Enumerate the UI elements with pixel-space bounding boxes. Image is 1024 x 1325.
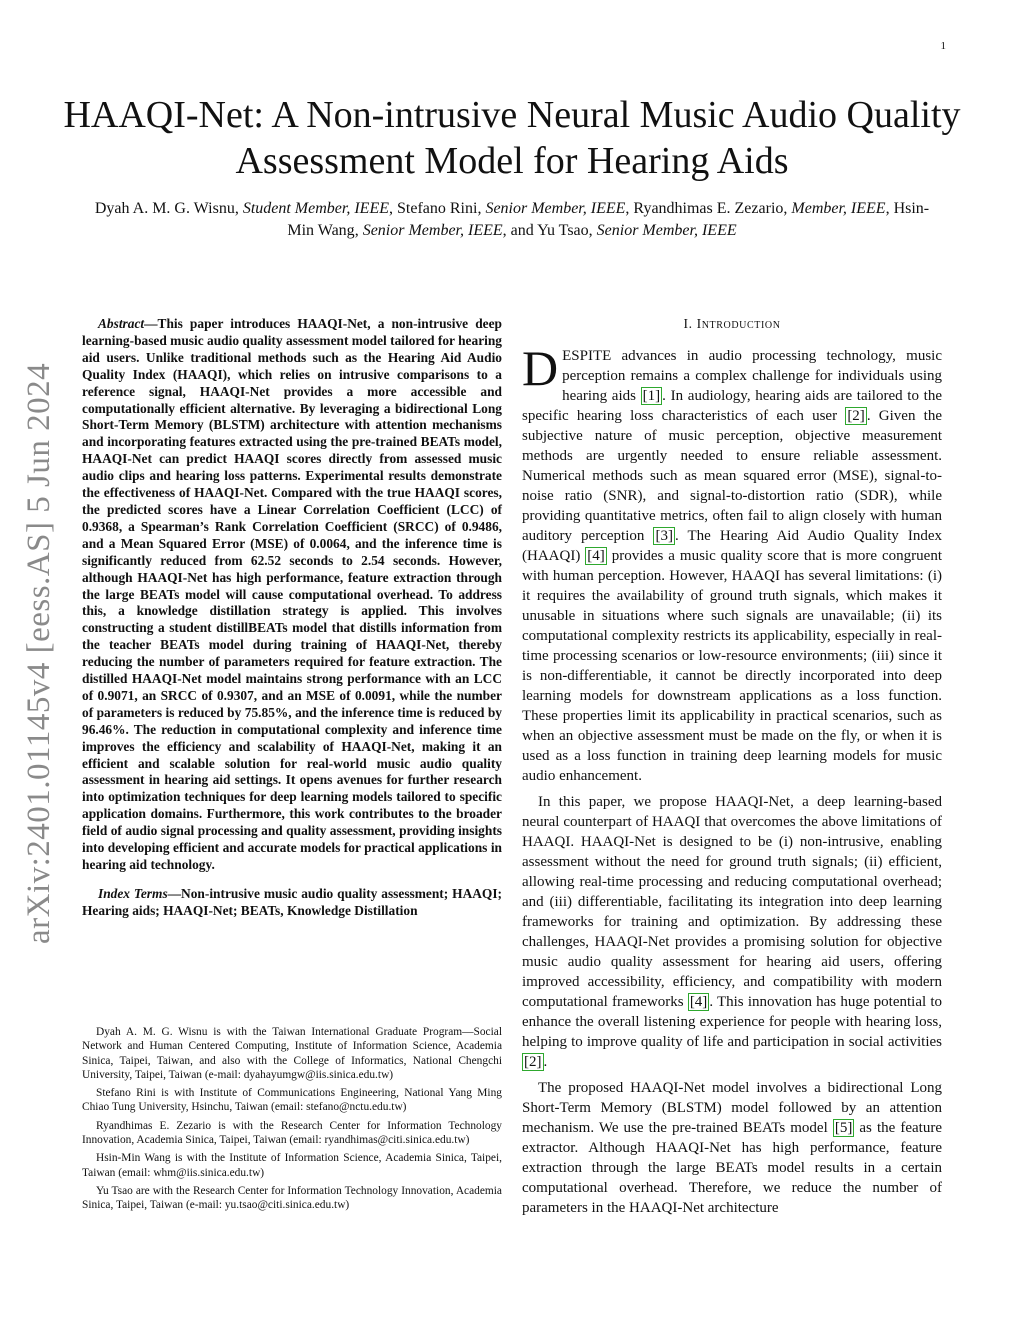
index-terms-text: —Non-intrusive music audio quality assessment; HAAQI; Hearing aids; HAAQI-Net; BEATs, Knowledge Distillation [82, 885, 502, 918]
paragraph-text: ESPITE advances in audio processing technology, music perception remains a complex challenge for individuals using hearing aids [562, 348, 942, 404]
left-column [82, 316, 502, 920]
drop-cap: D [522, 340, 559, 396]
page-number: 1 [940, 40, 946, 52]
footnote: Dyah A. M. G. Wisnu is with the Taiwan International Graduate Program—Social Network and Human Centered Computing, Institute of Information Science, Academia Sinica, Taipei, Taiwan, and also with the College of Informatics, National Chengchi University, Taipei, Taiwan (e-mail: dyahayumgw@iis.sinica.edu.tw) [82, 1026, 502, 1081]
footnote: Ryandhimas E. Zezario is with the Research Center for Information Technology Innovation, Academia Sinica, Taipei, Taiwan (email: ryandhimas@citi.sinica.edu.tw) [82, 1119, 502, 1147]
index-terms-lead: Index Terms [98, 885, 168, 901]
author-name: Yu Tsao [537, 222, 589, 239]
paragraph-text: The proposed HAAQI-Net model involves a bidirectional Long Short-Term Memory (BLSTM) model followed by an attention mechanism. We use the pre-trained BEATs model [522, 1080, 942, 1136]
author-role: Senior Member, IEEE [485, 200, 626, 217]
author-name: Stefano Rini [397, 200, 478, 217]
paragraph-text: . This innovation has huge potential to enhance the overall listening experience for people with hearing loss, helping to improve quality of life and participation in social activities [522, 994, 942, 1050]
author-name: Hsin-Min Wang [287, 200, 930, 239]
intro-paragraph-2 [522, 792, 942, 1072]
paragraph-text: provides a music quality score that is more congruent with human perception. However, HAAQI has several limitations: (i) it requires the availability of ground truth signals, which makes it unusable in situations where such signals are unavailable; (ii) its computational complexity restricts its applicability, especially in real-time processing scenarios or low-resource environments; (iii) since it is non-differentiable, it cannot be directly incorporated into deep learning models for downstream applications as a loss function. These properties limit its applicability in practical scenarios, such as when an objective assessment must be made on the fly, or when it is used as a loss function in training deep learning models for music audio enhancement. [522, 548, 942, 784]
author-role: Student Member, IEEE [242, 200, 389, 217]
right-column [522, 316, 942, 1218]
author-role: Member, IEEE [791, 200, 886, 217]
abstract-text: —This paper introduces HAAQI-Net, a non-intrusive deep learning-based music audio quality assessment model tailored for hearing aid users. Unlike traditional methods such as the Hearing Aid Audio Quality Index (HAAQI), which relies on intrusive comparisons to a reference signal, HAAQI-Net provides a more accessible and computationally efficient alternative. By leveraging a bidirectional Long Short-Term Memory (BLSTM) architecture with attention mechanisms and incorporating features extracted using the pre-trained BEATs model, HAAQI-Net can predict HAAQI scores directly from assessed music audio clips and hearing loss patterns. Experimental results demonstrate the effectiveness of HAAQI-Net. Compared with the true HAAQI scores, the predicted scores have a Linear Correlation Coefficient (LCC) of 0.9368, a Spearman’s Rank Correlation Coefficient (SRCC) of 0.9486, and a Mean Squared Error (MSE) of 0.0064, and the inference time is significantly reduced from 62.52 seconds to 2.54 seconds. However, although HAAQI-Net has high performance, feature extraction through the large BEATs model will cause computational overhead. To address this, a knowledge distillation strategy is applied. This involves constructing a student distillBEATs model that distills information from the teacher BEATs model during training of HAAQI-Net, thereby reducing the number of parameters required for feature extraction. The distilled HAAQI-Net model maintains strong performance with an LCC of 0.9071, an SRCC of 0.9307, and an MSE of 0.0091, while the number of parameters is reduced by 75.85%, and the inference time is reduced by 96.46%. The reduction in computational complexity and inference time improves the efficiency and scalability of HAAQI-Net, making it an efficient and scalable solution for real-world music audio quality assessment in hearing aid settings. It opens avenues for further research into optimization techniques for deep learning models tailored to specific application domains. Furthermore, this work contributes to the broader field of audio signal processing and quality assessment, providing insights into developing efficient and accurate models for practical applications in hearing aid technology. [82, 316, 502, 872]
author-role: Senior Member, IEEE [596, 222, 737, 239]
footnote: Stefano Rini is with Institute of Communications Engineering, National Yang Ming Chiao Tung University, Hsinchu, Taiwan (email: stefano@nctu.edu.tw) [82, 1087, 502, 1114]
index-terms [82, 886, 502, 920]
citation-link[interactable]: [4] [587, 548, 605, 564]
paragraph-text: as the feature extractor. Although HAAQI-Net has high performance, feature extraction through the large BEATs model results in a certain computational overhead. Therefore, we reduce the number of parameters in the HAAQI-Net architecture [522, 1120, 942, 1216]
paragraph-text: . In audiology, hearing aids are tailored to the specific hearing loss characteristics of each user [522, 388, 943, 424]
citation-link[interactable]: [4] [689, 994, 708, 1010]
author-list: Dyah A. M. G. Wisnu, Student Member, IEEE, Stefano Rini, Senior Member, IEEE, Ryandhimas E. Zezario, Member, IEEE, Hsin-Min Wang, Senior Member, IEEE, and Yu Tsao, Senior Member, IEEE [94, 200, 930, 239]
author-role: Senior Member, IEEE [362, 222, 503, 239]
citation-link[interactable]: [2] [847, 408, 865, 424]
citation-link[interactable]: [5] [834, 1120, 853, 1136]
citation-link[interactable]: [3] [655, 528, 673, 544]
paragraph-text: In this paper, we propose HAAQI-Net, a deep learning-based neural counterpart of HAAQI that overcomes the above limitations of HAAQI. HAAQI-Net is designed to be (i) non-intrusive, enabling assessment without the need for ground truth signals; (ii) efficient, allowing real-time processing and reducing computational overhead; and (iii) differentiable, facilitating its integration into deep learning frameworks for training and optimization. By addressing these challenges, HAAQI-Net provides a promising solution for objective music audio quality assessment for hearing aid users, offering improved accessibility, efficiency, and compatibility with modern computational frameworks [522, 794, 942, 1010]
paragraph-text: . Given the subjective nature of music perception, objective measurement methods are urgently needed to ensure reliable assessment. Numerical methods such as mean squared error (MSE), signal-to-noise ratio (SNR), and signal-to-distortion ratio (SDR), while providing quantitative metrics, often fail to align closely with human auditory perception [522, 408, 943, 544]
intro-paragraph-3 [522, 1078, 942, 1218]
citation-link[interactable]: [2] [524, 1054, 542, 1070]
paragraph-text: . The Hearing Aid Audio Quality Index (HAAQI) [522, 528, 942, 564]
footnotes [82, 1025, 502, 1217]
intro-paragraph-1 [522, 340, 943, 786]
author-name: Dyah A. M. G. Wisnu [94, 200, 235, 217]
abstract [82, 316, 502, 874]
section-heading: I. Introduction [683, 316, 781, 331]
footnote: Yu Tsao are with the Research Center for Information Technology Innovation, Academia Sinica, Taipei, Taiwan (e-mail: yu.tsao@citi.sinica.edu.tw) [82, 1184, 502, 1212]
citation-link[interactable]: [1] [642, 388, 661, 404]
paper-title: HAAQI-Net: A Non-intrusive Neural Music Audio Quality Assessment Model for Hearing Aids [63, 94, 961, 182]
paragraph-text: . [543, 1054, 548, 1070]
abstract-lead: Abstract [98, 316, 145, 331]
arxiv-stamp: arXiv:2401.01145v4 [eess.AS] 5 Jun 2024 [21, 362, 57, 944]
author-name: Ryandhimas E. Zezario [633, 200, 784, 217]
footnote: Hsin-Min Wang is with the Institute of Information Science, Academia Sinica, Taipei, Taiwan (email: whm@iis.sinica.edu.tw) [82, 1152, 502, 1179]
